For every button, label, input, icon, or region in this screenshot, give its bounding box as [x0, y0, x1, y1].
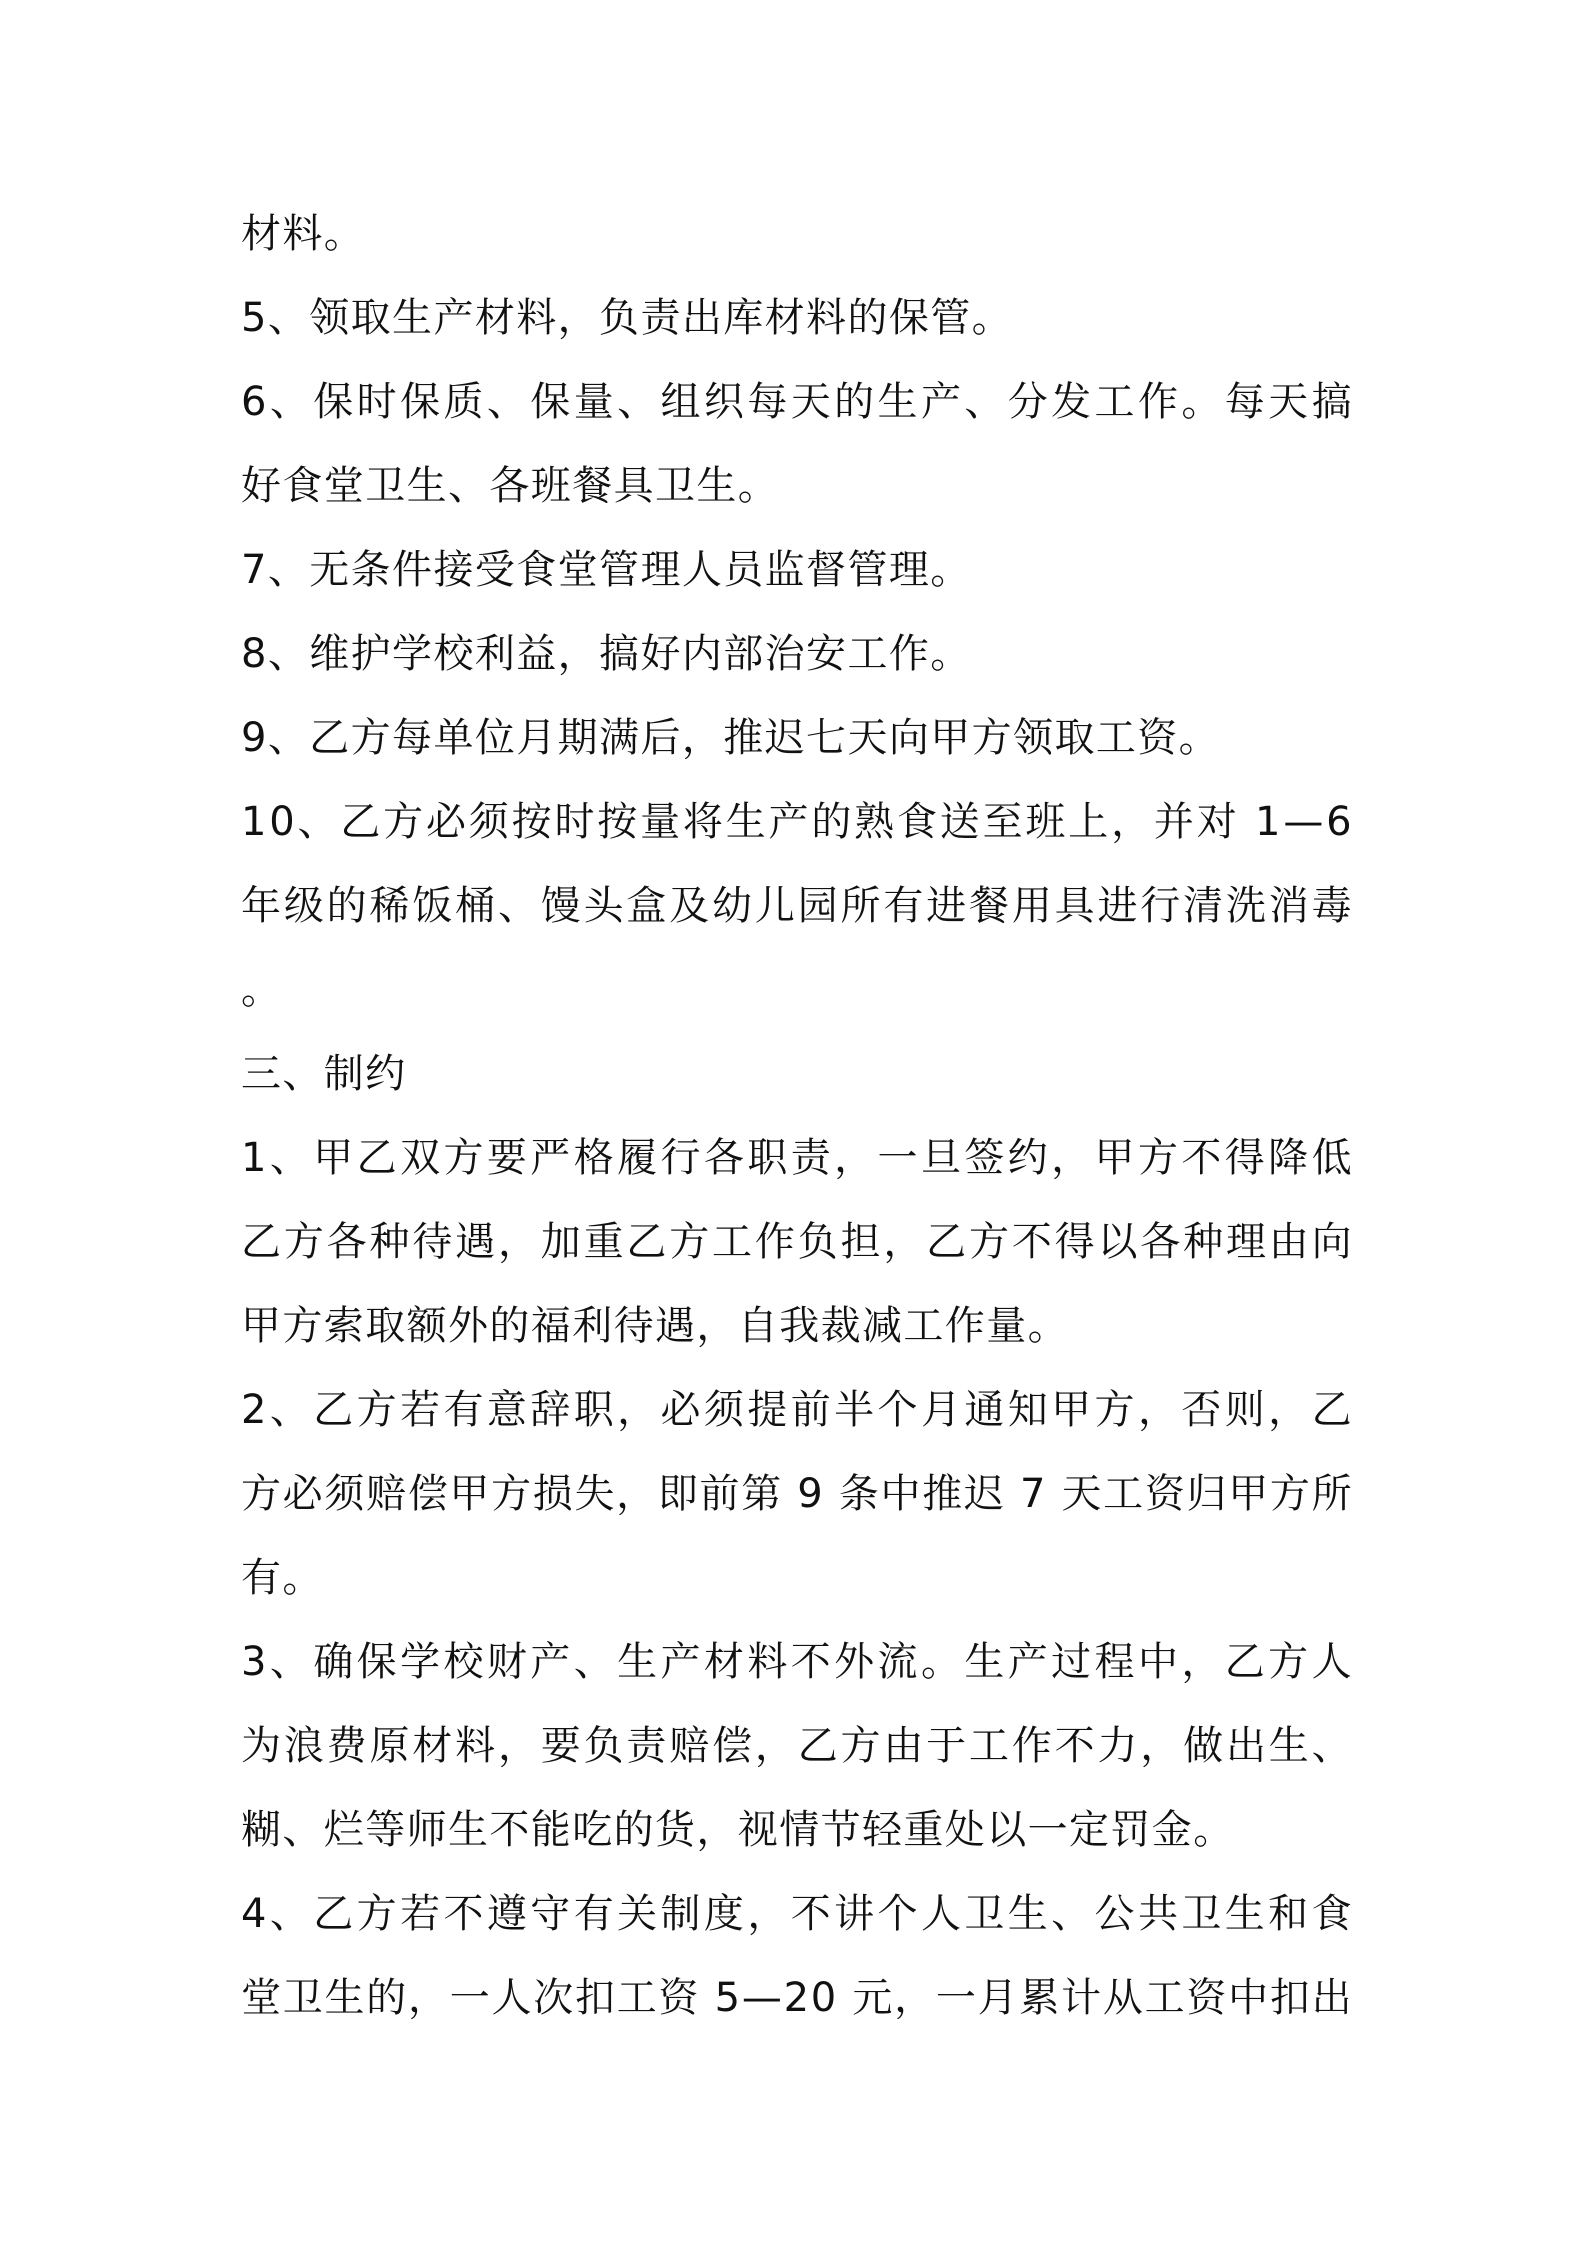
text-line: 甲方索取额外的福利待遇，自我裁减工作量。 [241, 1303, 1069, 1349]
section-heading: 三、制约 [241, 1051, 407, 1097]
text-line: 为浪费原材料，要负责赔偿，乙方由于工作不力，做出生、 [241, 1723, 1355, 1769]
text-line: 8、维护学校利益，搞好内部治安工作。 [241, 631, 972, 677]
text-line: 堂卫生的，一人次扣工资 5—20 元，一月累计从工资中扣出 [241, 1975, 1354, 2021]
text-line: 方必须赔偿甲方损失，即前第 9 条中推迟 7 天工资归甲方所 [241, 1471, 1354, 1517]
text-line: 年级的稀饭桶、馒头盒及幼儿园所有进餐用具进行清洗消毒 [241, 883, 1355, 929]
text-line: 有。 [241, 1555, 324, 1601]
text-line: 4、乙方若不遵守有关制度，不讲个人卫生、公共卫生和食 [241, 1891, 1355, 1937]
text-line: 1、甲乙双方要严格履行各职责，一旦签约，甲方不得降低 [241, 1135, 1355, 1181]
text-line: 6、保时保质、保量、组织每天的生产、分发工作。每天搞 [241, 379, 1355, 425]
document-body [241, 192, 1353, 2040]
text-line: 9、乙方每单位月期满后，推迟七天向甲方领取工资。 [241, 715, 1221, 761]
text-line: 7、无条件接受食堂管理人员监督管理。 [241, 547, 972, 593]
text-line: 10、乙方必须按时按量将生产的熟食送至班上，并对 1—6 [241, 799, 1355, 845]
text-line: 2、乙方若有意辞职，必须提前半个月通知甲方，否则，乙 [241, 1387, 1355, 1433]
text-line: 好食堂卫生、各班餐具卫生。 [241, 463, 780, 509]
text-line: 3、确保学校财产、生产材料不外流。生产过程中，乙方人 [241, 1639, 1355, 1685]
text-line: 。 [241, 967, 283, 1013]
text-line: 糊、烂等师生不能吃的货，视情节轻重处以一定罚金。 [241, 1807, 1235, 1853]
text-line: 材料。 [241, 211, 366, 257]
text-line: 5、领取生产材料，负责出库材料的保管。 [241, 295, 1014, 341]
text-line: 乙方各种待遇，加重乙方工作负担，乙方不得以各种理由向 [241, 1219, 1355, 1265]
